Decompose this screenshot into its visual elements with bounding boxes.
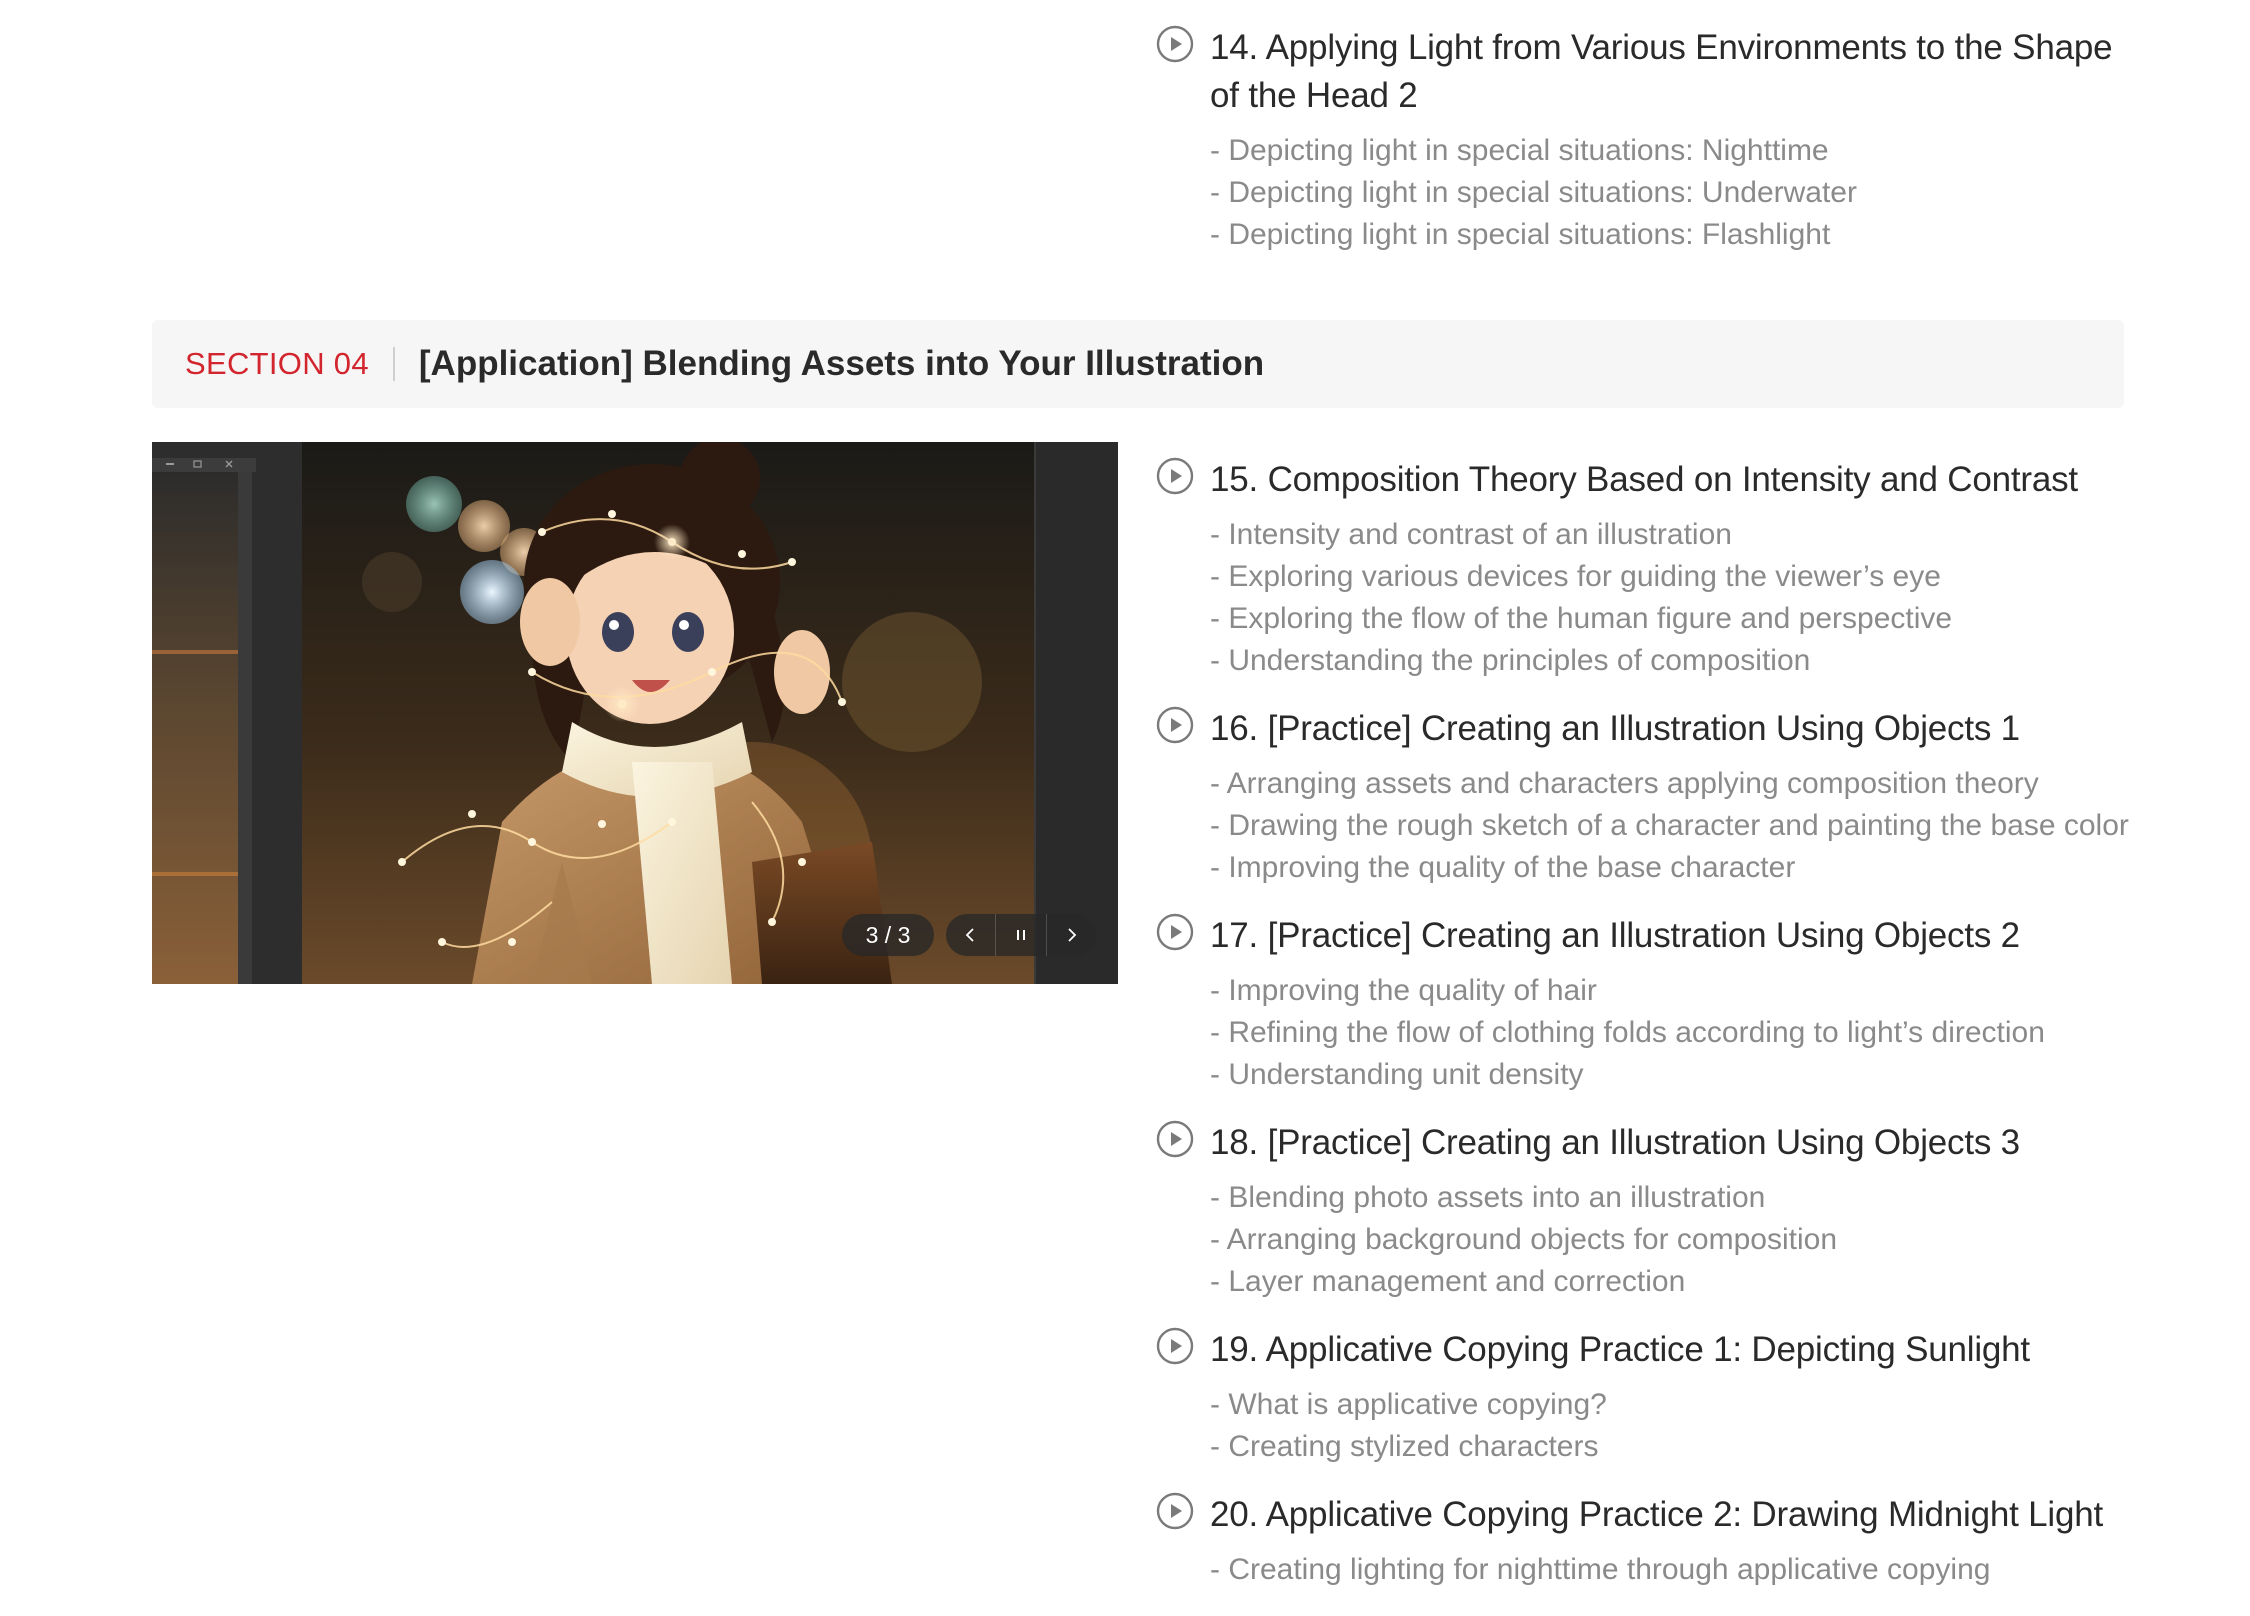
lesson-header[interactable] — [1156, 1491, 2116, 1539]
lesson-topics — [1156, 970, 2116, 1096]
pause-button[interactable] — [995, 914, 1045, 956]
play-circle-icon[interactable] — [1156, 1120, 1194, 1158]
lesson-topic: - Arranging background objects for composition — [1210, 1223, 1838, 1256]
play-circle-icon[interactable] — [1156, 25, 1194, 63]
section-title: [Application] Blending Assets into Your Illustration — [418, 344, 1265, 383]
lesson-item — [1156, 912, 2116, 1096]
lesson-topic: - Creating lighting for nighttime through applicative copying — [1210, 1553, 1991, 1586]
pause-icon — [1013, 927, 1029, 943]
lesson-topic: - Depicting light in special situations: Flashlight — [1210, 218, 1831, 251]
lesson-header[interactable] — [1156, 1326, 2116, 1374]
lesson-topic: - Understanding the principles of composition — [1210, 644, 1811, 677]
lesson-topic: - Depicting light in special situations: Underwater — [1210, 176, 1857, 209]
lesson-header[interactable] — [1156, 456, 2116, 504]
play-circle-icon[interactable] — [1156, 913, 1194, 951]
lesson-topic: - Improving the quality of hair — [1210, 974, 1597, 1007]
section-number: SECTION 04 — [185, 346, 369, 381]
lesson-topics — [1156, 1549, 2116, 1591]
chevron-left-icon — [963, 927, 979, 943]
lesson-topic: - Drawing the rough sketch of a character and painting the base color — [1210, 809, 2129, 842]
lesson-topic: - Exploring the flow of the human figure and perspective — [1210, 602, 1953, 635]
lesson-title: 15. Composition Theory Based on Intensity and Contrast — [1210, 460, 2078, 499]
lesson-title: 18. [Practice] Creating an Illustration Using Objects 3 — [1210, 1123, 2020, 1162]
lesson-topics — [1156, 763, 2129, 889]
lesson-header[interactable] — [1156, 1119, 2116, 1167]
lesson-item — [1156, 1119, 2116, 1303]
lesson-header[interactable] — [1156, 24, 2116, 120]
play-circle-icon[interactable] — [1156, 1327, 1194, 1365]
play-circle-icon[interactable] — [1156, 1492, 1194, 1530]
lesson-header[interactable] — [1156, 705, 2116, 753]
lesson-topics — [1156, 514, 2116, 682]
lesson-topic: - Arranging assets and characters applying composition theory — [1210, 767, 2039, 800]
lesson-topic: - Exploring various devices for guiding the viewer’s eye — [1210, 560, 1941, 593]
chevron-right-icon — [1063, 927, 1079, 943]
lesson-title: 16. [Practice] Creating an Illustration Using Objects 1 — [1210, 709, 2020, 748]
lesson-item — [1156, 1326, 2116, 1468]
slide-illustration — [152, 442, 1118, 984]
lesson-title: 17. [Practice] Creating an Illustration Using Objects 2 — [1210, 916, 2020, 955]
lesson-item — [1156, 705, 2129, 889]
play-circle-icon[interactable] — [1156, 457, 1194, 495]
lesson-topic: - Understanding unit density — [1210, 1058, 1584, 1091]
lesson-topic: - What is applicative copying? — [1210, 1388, 1607, 1421]
lesson-topic: - Layer management and correction — [1210, 1265, 1686, 1298]
lesson-topic: - Depicting light in special situations: Nighttime — [1210, 134, 1829, 167]
lesson-title: 14. Applying Light from Various Environments to the Shape of the Head 2 — [1210, 28, 2113, 115]
lesson-topic: - Refining the flow of clothing folds according to light’s direction — [1210, 1016, 2045, 1049]
lesson-topic: - Improving the quality of the base character — [1210, 851, 1796, 884]
lesson-title: 20. Applicative Copying Practice 2: Drawing Midnight Light — [1210, 1495, 2104, 1534]
lesson-topic: - Creating stylized characters — [1210, 1430, 1599, 1463]
lesson-topic: - Blending photo assets into an illustration — [1210, 1181, 1766, 1214]
play-circle-icon[interactable] — [1156, 706, 1194, 744]
slide-controls — [946, 914, 1096, 956]
section-divider — [393, 347, 395, 381]
slide-counter: 3 / 3 — [842, 914, 934, 956]
lesson-topic: - Intensity and contrast of an illustration — [1210, 518, 1732, 551]
lesson-topics — [1156, 1384, 2116, 1468]
lesson-topics — [1156, 1177, 2116, 1303]
lesson-header[interactable] — [1156, 912, 2116, 960]
next-slide-button[interactable] — [1046, 914, 1096, 956]
image-slider[interactable] — [152, 442, 1118, 984]
prev-slide-button[interactable] — [946, 914, 995, 956]
lesson-item — [1156, 24, 2116, 256]
lesson-item — [1156, 1491, 2116, 1591]
lesson-item — [1156, 456, 2116, 682]
lesson-topics — [1156, 130, 2116, 256]
section-header — [152, 320, 2124, 408]
lesson-title: 19. Applicative Copying Practice 1: Depicting Sunlight — [1210, 1330, 2030, 1369]
